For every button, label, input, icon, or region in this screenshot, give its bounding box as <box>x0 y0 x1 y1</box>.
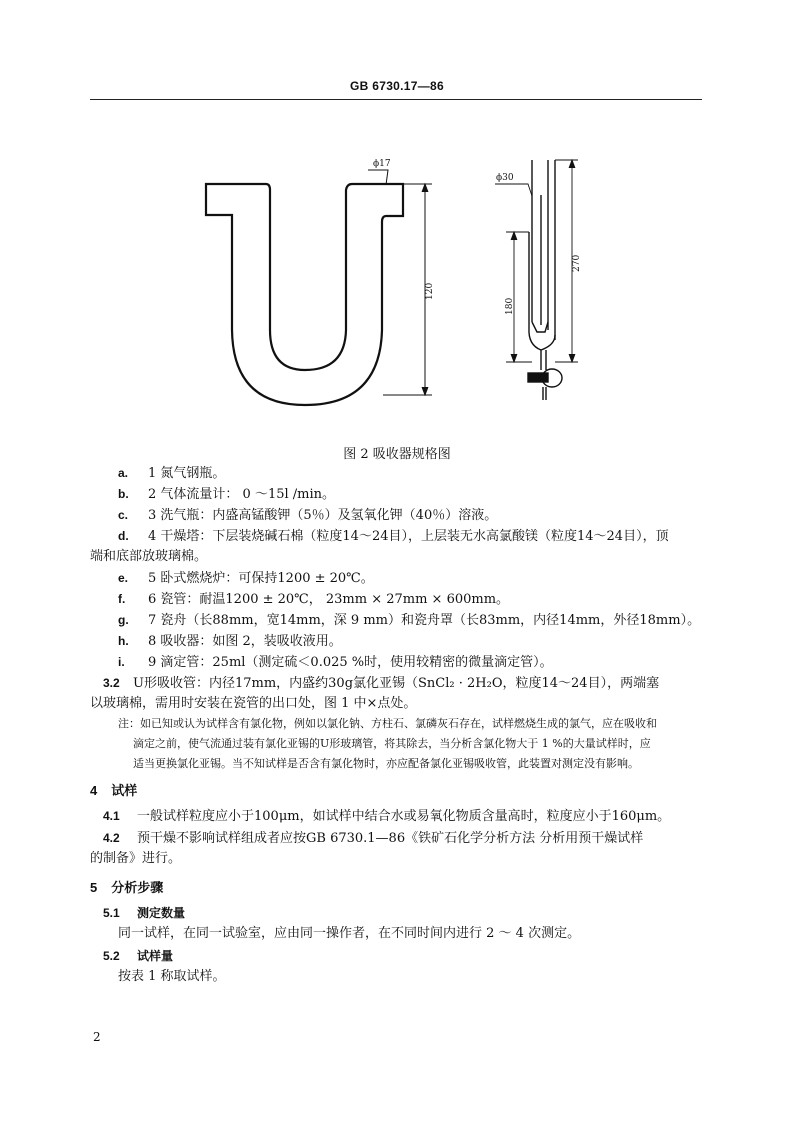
figure-caption: 图 2 吸收器规格图 <box>343 447 451 462</box>
document-header: GB 6730.17—86 <box>350 79 444 93</box>
dim-180: 180 <box>505 297 515 315</box>
dim-270: 270 <box>572 254 582 272</box>
list-item: e. 5 卧式燃烧炉：可保持1200 ± 20℃。 <box>118 571 374 586</box>
section-5-heading: 5 分析步骤 <box>90 880 164 895</box>
clause-4-2-cont: 的制备》进行。 <box>90 851 182 866</box>
list-item: g. 7 瓷舟（长88mm，宽14mm，深 9 mm）和瓷舟罩（长83mm，内径14mm，外径18mm）。 <box>118 613 701 628</box>
dim-120: 120 <box>425 282 435 300</box>
list-item: h. 8 吸收器：如图 2，装吸收液用。 <box>118 634 342 649</box>
note-line: 注：如已知或认为试样含有氯化物，例如以氯化钠、方柱石、氯磷灰石存在，试样燃烧生成的氯气，应在吸收和 <box>118 717 657 730</box>
clause-3-2-cont: 以玻璃棉，需用时安装在瓷管的出口处，图 1 中×点处。 <box>90 696 417 711</box>
clause-5-2-text: 按表 1 称取试样。 <box>118 969 226 984</box>
absorber-diagram <box>0 0 794 440</box>
list-item: i. 9 滴定管：25ml（测定硫＜0.025 %时，使用较精密的微量滴定管）。 <box>118 655 553 670</box>
list-item: a. 1 氮气钢瓶。 <box>118 466 226 481</box>
u-tube-outer <box>206 184 403 405</box>
section-4-heading: 4 试样 <box>90 783 138 798</box>
list-item: f. 6 瓷管：耐温1200 ± 20℃， 23mm × 27mm × 600mm。 <box>118 592 510 607</box>
clause-5-1-text: 同一试样，在同一试验室，应由同一操作者，在不同时间内进行 2 ～ 4 次测定。 <box>118 926 581 941</box>
leader-phi17 <box>368 170 388 185</box>
list-item: b. 2 气体流量计： 0 ～15l /min。 <box>118 487 336 502</box>
clause-4-1: 4.1 一般试样粒度应小于100μm，如试样中结合水或易氧化物质含量高时，粒度应小于160μm。 <box>103 809 671 824</box>
list-item: c. 3 洗气瓶：内盛高锰酸钾（5％）及氢氧化钾（40％）溶液。 <box>118 508 498 523</box>
list-item-continuation: 端和底部放玻璃棉。 <box>90 549 208 564</box>
list-item: d. 4 干燥塔：下层装烧碱石棉（粒度14～24目），上层装无水高氯酸镁（粒度14～24目），顶 <box>118 529 669 544</box>
clause-5-1-heading: 5.1 测定数量 <box>103 906 186 920</box>
clause-4-2: 4.2 预干燥不影响试样组成者应按GB 6730.1—86《铁矿石化学分析方法 分析用预干燥试样 <box>103 831 644 846</box>
note-line: 滴定之前，使气流通过装有氯化亚锡的U形玻璃管，将其除去，当分析含氯化物大于 1 %的大量试样时，应 <box>133 737 651 750</box>
clause-5-2-heading: 5.2 试样量 <box>103 949 174 963</box>
dim-phi30: ϕ30 <box>496 173 514 183</box>
clause-3-2: 3.2 U形吸收管：内径17mm，内盛约30g氯化亚锡（SnCl₂ · 2H₂O，粒度14～24目），两端塞 <box>103 676 660 691</box>
note-line: 适当更换氯化亚锡。当不知试样是否含有氯化物时，亦应配备氯化亚锡吸收管，此装置对测定没有影响。 <box>133 757 639 770</box>
dim-phi17: ϕ17 <box>373 159 391 169</box>
page-number: 2 <box>93 1030 101 1044</box>
